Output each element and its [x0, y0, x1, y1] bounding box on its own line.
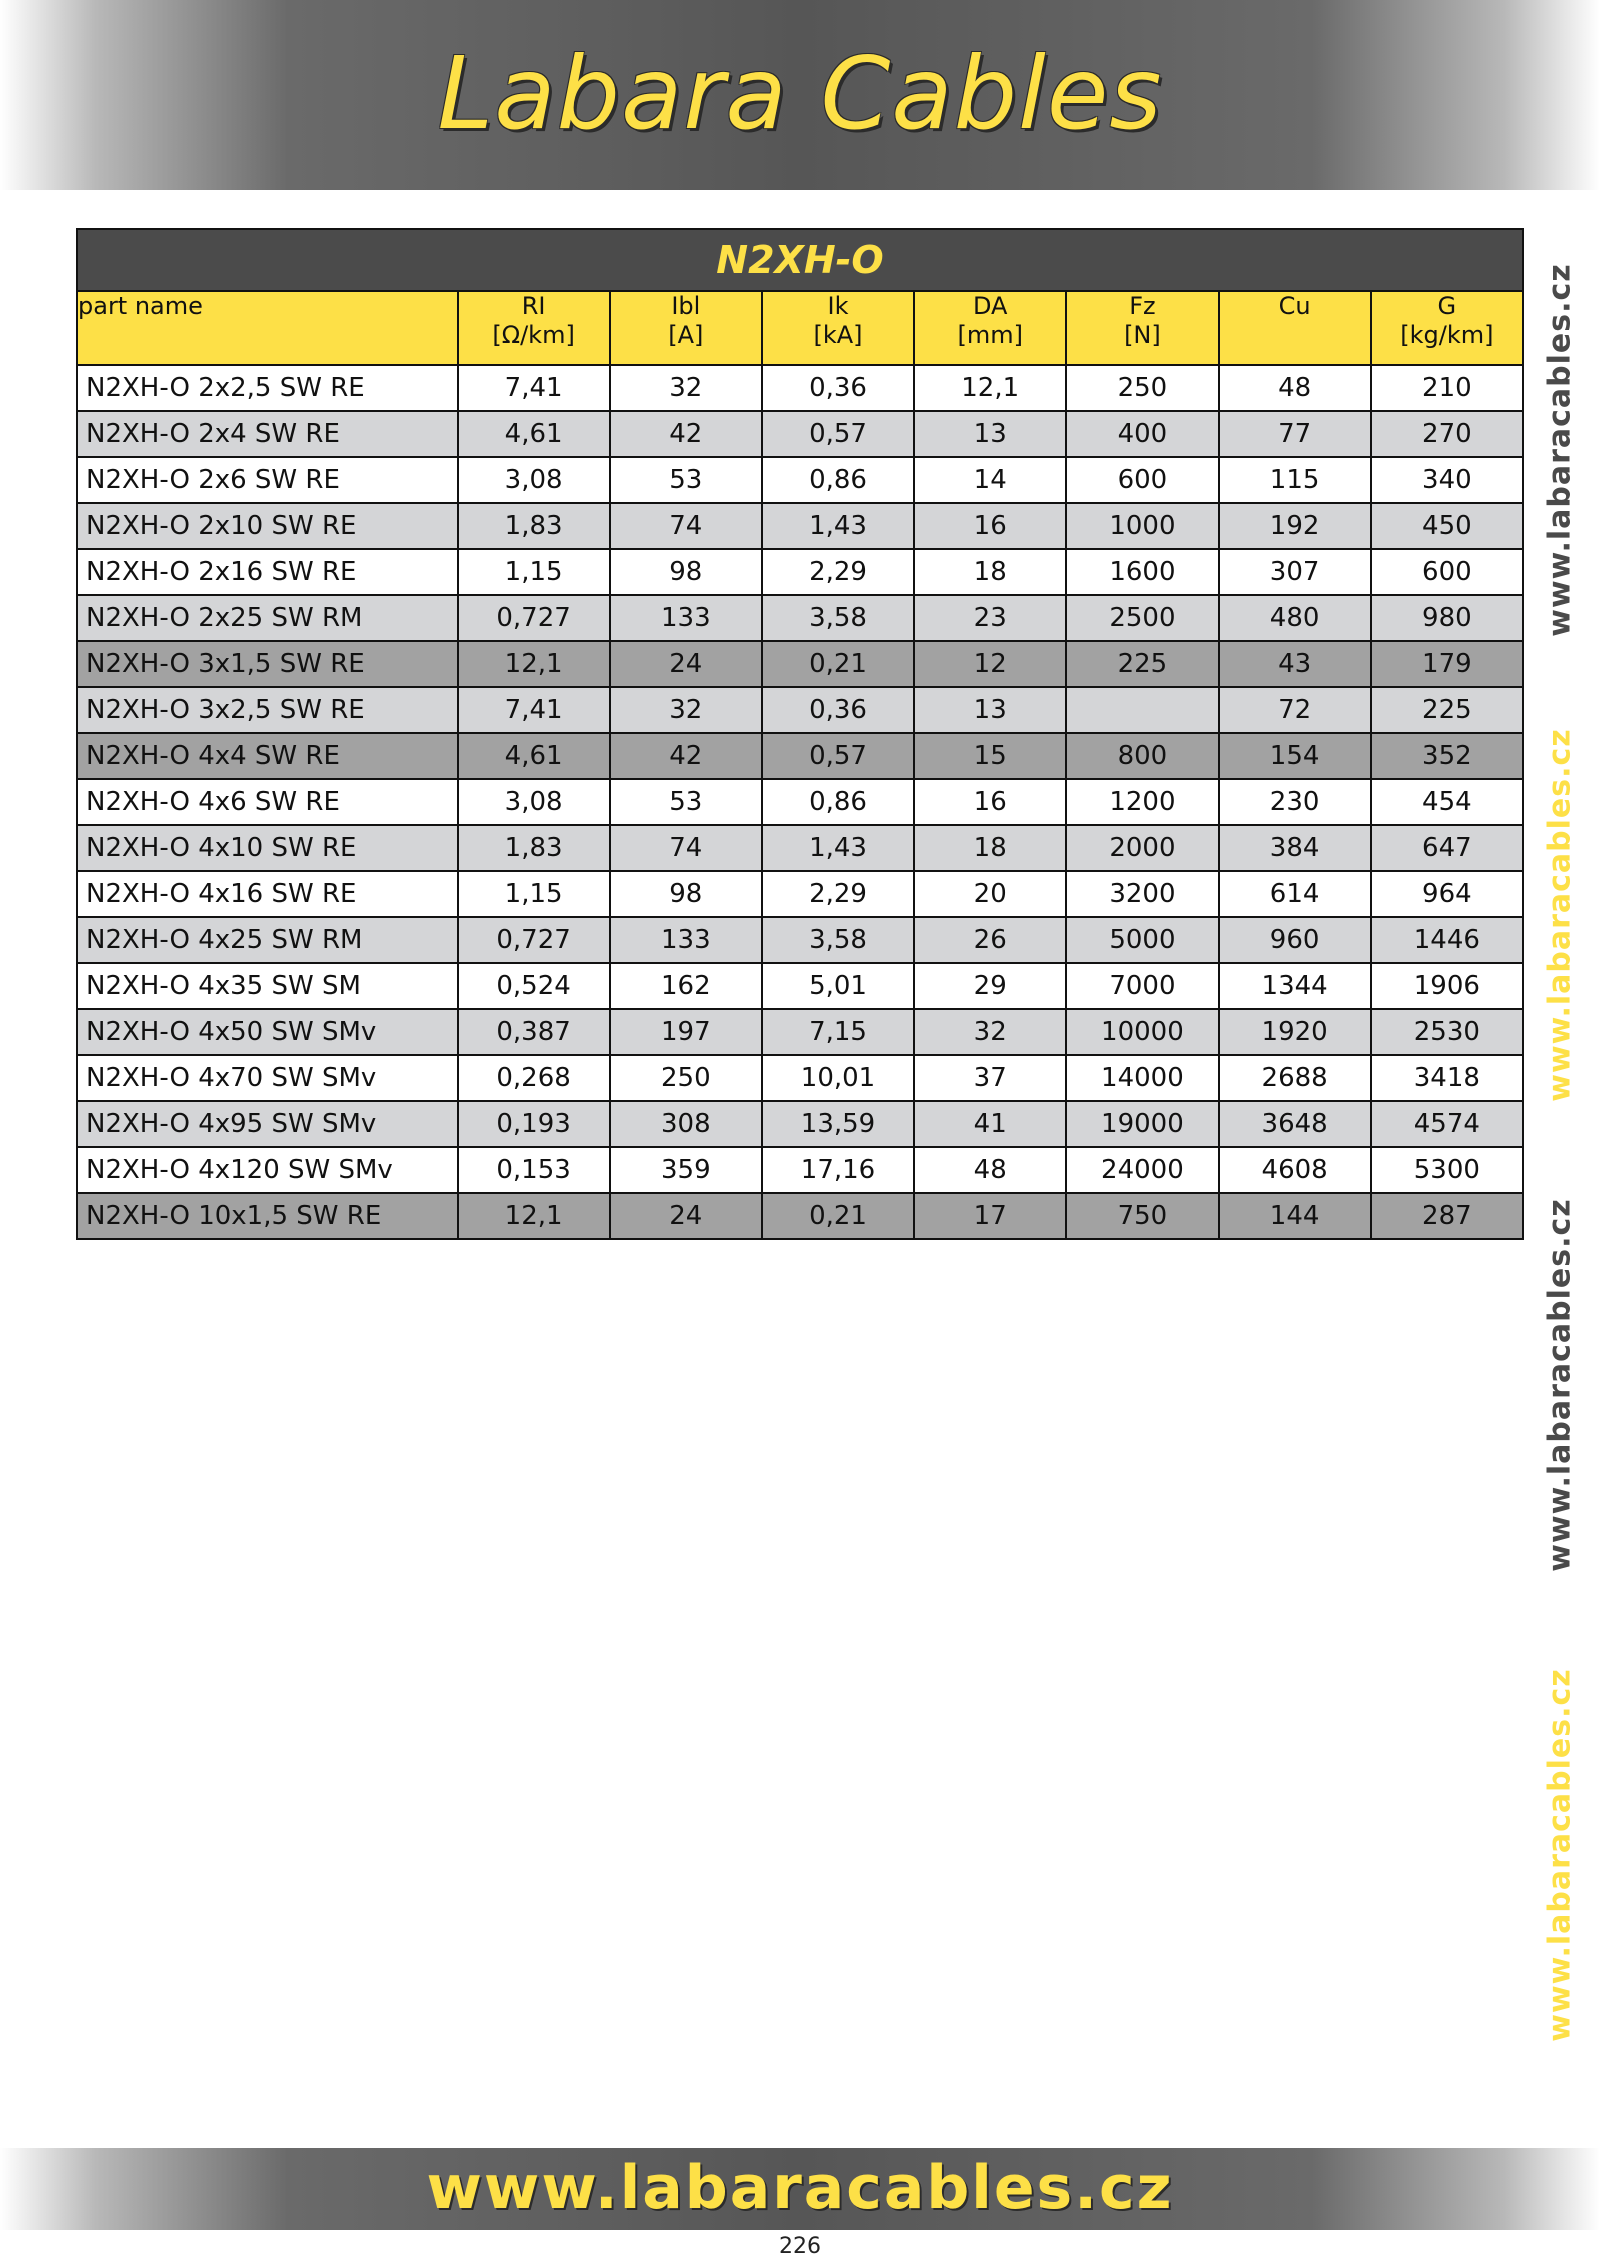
value-cell: 2530: [1371, 1009, 1523, 1055]
value-cell: 225: [1371, 687, 1523, 733]
value-cell: 13,59: [762, 1101, 914, 1147]
value-cell: 48: [914, 1147, 1066, 1193]
value-cell: 16: [914, 503, 1066, 549]
value-cell: 3200: [1066, 871, 1218, 917]
value-cell: 10000: [1066, 1009, 1218, 1055]
value-cell: 0,21: [762, 1193, 914, 1239]
value-cell: 74: [610, 825, 762, 871]
value-cell: 0,57: [762, 411, 914, 457]
value-cell: 115: [1219, 457, 1371, 503]
part-name-cell: N2XH-O 4x10 SW RE: [77, 825, 458, 871]
value-cell: [1066, 687, 1218, 733]
column-header: [458, 291, 610, 365]
value-cell: 800: [1066, 733, 1218, 779]
value-cell: 0,727: [458, 917, 610, 963]
value-cell: 2500: [1066, 595, 1218, 641]
column-header: [914, 291, 1066, 365]
column-header-unit: [N]: [1124, 321, 1161, 349]
value-cell: 42: [610, 733, 762, 779]
value-cell: 13: [914, 411, 1066, 457]
value-cell: 0,524: [458, 963, 610, 1009]
column-header-name: DA: [972, 292, 1008, 320]
column-header-name: RI: [521, 292, 546, 320]
value-cell: 98: [610, 549, 762, 595]
value-cell: 1000: [1066, 503, 1218, 549]
value-cell: 384: [1219, 825, 1371, 871]
value-cell: 210: [1371, 365, 1523, 411]
column-header-unit: [kA]: [813, 321, 863, 349]
column-header: [762, 291, 914, 365]
value-cell: 53: [610, 457, 762, 503]
column-header-row: [77, 291, 1523, 365]
value-cell: 270: [1371, 411, 1523, 457]
value-cell: 1906: [1371, 963, 1523, 1009]
column-header-name: G: [1437, 292, 1457, 320]
value-cell: 1600: [1066, 549, 1218, 595]
page-number: 226: [779, 2234, 821, 2259]
value-cell: 307: [1219, 549, 1371, 595]
spec-table: [76, 228, 1524, 1240]
brand-logo-title: Labara Cables: [437, 35, 1163, 152]
value-cell: 43: [1219, 641, 1371, 687]
value-cell: 53: [610, 779, 762, 825]
value-cell: 77: [1219, 411, 1371, 457]
value-cell: 647: [1371, 825, 1523, 871]
part-name-cell: N2XH-O 2x4 SW RE: [77, 411, 458, 457]
value-cell: 48: [1219, 365, 1371, 411]
value-cell: 72: [1219, 687, 1371, 733]
value-cell: 5300: [1371, 1147, 1523, 1193]
value-cell: 2688: [1219, 1055, 1371, 1101]
value-cell: 0,193: [458, 1101, 610, 1147]
value-cell: 32: [610, 365, 762, 411]
table-row: [77, 1193, 1523, 1239]
value-cell: 37: [914, 1055, 1066, 1101]
value-cell: 10,01: [762, 1055, 914, 1101]
value-cell: 29: [914, 963, 1066, 1009]
table-row: [77, 779, 1523, 825]
value-cell: 98: [610, 871, 762, 917]
value-cell: 964: [1371, 871, 1523, 917]
column-header: [1066, 291, 1218, 365]
value-cell: 225: [1066, 641, 1218, 687]
column-header: [1219, 291, 1371, 365]
value-cell: 308: [610, 1101, 762, 1147]
value-cell: 1,83: [458, 825, 610, 871]
table-body: [77, 365, 1523, 1239]
table-row: [77, 963, 1523, 1009]
value-cell: 32: [610, 687, 762, 733]
value-cell: 1344: [1219, 963, 1371, 1009]
value-cell: 340: [1371, 457, 1523, 503]
value-cell: 1446: [1371, 917, 1523, 963]
value-cell: 12: [914, 641, 1066, 687]
value-cell: 0,86: [762, 457, 914, 503]
value-cell: 133: [610, 917, 762, 963]
value-cell: 3,08: [458, 779, 610, 825]
table-row: [77, 733, 1523, 779]
table-row: [77, 917, 1523, 963]
table-row: [77, 1055, 1523, 1101]
value-cell: 16: [914, 779, 1066, 825]
value-cell: 359: [610, 1147, 762, 1193]
value-cell: 1200: [1066, 779, 1218, 825]
value-cell: 12,1: [914, 365, 1066, 411]
value-cell: 12,1: [458, 1193, 610, 1239]
table-row: [77, 457, 1523, 503]
table-row: [77, 411, 1523, 457]
table-row: [77, 365, 1523, 411]
part-name-cell: N2XH-O 4x6 SW RE: [77, 779, 458, 825]
value-cell: 24: [610, 641, 762, 687]
table-row: [77, 871, 1523, 917]
value-cell: 480: [1219, 595, 1371, 641]
column-header-unit: [Ω/km]: [492, 321, 575, 349]
value-cell: 23: [914, 595, 1066, 641]
value-cell: 7,15: [762, 1009, 914, 1055]
value-cell: 3,58: [762, 595, 914, 641]
part-name-cell: N2XH-O 4x4 SW RE: [77, 733, 458, 779]
value-cell: 0,268: [458, 1055, 610, 1101]
value-cell: 32: [914, 1009, 1066, 1055]
column-header: [77, 291, 458, 365]
value-cell: 3418: [1371, 1055, 1523, 1101]
value-cell: 0,727: [458, 595, 610, 641]
column-header-name: Cu: [1278, 292, 1311, 320]
table-row: [77, 1147, 1523, 1193]
part-name-cell: N2XH-O 2x10 SW RE: [77, 503, 458, 549]
part-name-cell: N2XH-O 4x95 SW SMv: [77, 1101, 458, 1147]
value-cell: 24000: [1066, 1147, 1218, 1193]
value-cell: 7,41: [458, 687, 610, 733]
column-header-unit: [mm]: [957, 321, 1023, 349]
value-cell: 4,61: [458, 733, 610, 779]
value-cell: 1,43: [762, 503, 914, 549]
value-cell: 250: [1066, 365, 1218, 411]
value-cell: 454: [1371, 779, 1523, 825]
column-header-name: Ik: [827, 292, 849, 320]
value-cell: 750: [1066, 1193, 1218, 1239]
table-row: [77, 687, 1523, 733]
value-cell: 0,153: [458, 1147, 610, 1193]
value-cell: 12,1: [458, 641, 610, 687]
column-header-name: Fz: [1129, 292, 1156, 320]
value-cell: 0,36: [762, 365, 914, 411]
column-header-unit: [kg/km]: [1400, 321, 1494, 349]
value-cell: 19000: [1066, 1101, 1218, 1147]
part-name-cell: N2XH-O 2x6 SW RE: [77, 457, 458, 503]
value-cell: 133: [610, 595, 762, 641]
value-cell: 197: [610, 1009, 762, 1055]
value-cell: 15: [914, 733, 1066, 779]
value-cell: 2000: [1066, 825, 1218, 871]
value-cell: 154: [1219, 733, 1371, 779]
value-cell: 17: [914, 1193, 1066, 1239]
value-cell: 0,86: [762, 779, 914, 825]
value-cell: 5000: [1066, 917, 1218, 963]
part-name-cell: N2XH-O 2x25 SW RM: [77, 595, 458, 641]
value-cell: 400: [1066, 411, 1218, 457]
value-cell: 18: [914, 825, 1066, 871]
part-name-cell: N2XH-O 10x1,5 SW RE: [77, 1193, 458, 1239]
value-cell: 1,15: [458, 871, 610, 917]
column-header-name: Ibl: [671, 292, 701, 320]
column-header: [1371, 291, 1523, 365]
part-name-cell: N2XH-O 4x50 SW SMv: [77, 1009, 458, 1055]
value-cell: 614: [1219, 871, 1371, 917]
value-cell: 352: [1371, 733, 1523, 779]
value-cell: 600: [1371, 549, 1523, 595]
value-cell: 0,57: [762, 733, 914, 779]
table-row: [77, 549, 1523, 595]
value-cell: 230: [1219, 779, 1371, 825]
table-row: [77, 1101, 1523, 1147]
part-name-cell: N2XH-O 4x16 SW RE: [77, 871, 458, 917]
column-header-unit: [A]: [668, 321, 704, 349]
value-cell: 980: [1371, 595, 1523, 641]
part-name-cell: N2XH-O 2x2,5 SW RE: [77, 365, 458, 411]
value-cell: 5,01: [762, 963, 914, 1009]
value-cell: 14000: [1066, 1055, 1218, 1101]
part-name-cell: N2XH-O 4x35 SW SM: [77, 963, 458, 1009]
part-name-cell: N2XH-O 3x2,5 SW RE: [77, 687, 458, 733]
value-cell: 144: [1219, 1193, 1371, 1239]
value-cell: 0,36: [762, 687, 914, 733]
value-cell: 14: [914, 457, 1066, 503]
value-cell: 0,387: [458, 1009, 610, 1055]
value-cell: 18: [914, 549, 1066, 595]
value-cell: 4608: [1219, 1147, 1371, 1193]
footer-url: www.labaracables.cz: [426, 2153, 1174, 2223]
value-cell: 450: [1371, 503, 1523, 549]
value-cell: 41: [914, 1101, 1066, 1147]
value-cell: 2,29: [762, 871, 914, 917]
value-cell: 250: [610, 1055, 762, 1101]
part-name-cell: N2XH-O 2x16 SW RE: [77, 549, 458, 595]
table-title: N2XH-O: [77, 229, 1523, 291]
value-cell: 17,16: [762, 1147, 914, 1193]
value-cell: 2,29: [762, 549, 914, 595]
value-cell: 4574: [1371, 1101, 1523, 1147]
value-cell: 3,58: [762, 917, 914, 963]
value-cell: 1,15: [458, 549, 610, 595]
value-cell: 162: [610, 963, 762, 1009]
value-cell: 960: [1219, 917, 1371, 963]
value-cell: 4,61: [458, 411, 610, 457]
table-row: [77, 641, 1523, 687]
table-row: [77, 1009, 1523, 1055]
part-name-cell: N2XH-O 4x120 SW SMv: [77, 1147, 458, 1193]
value-cell: 7000: [1066, 963, 1218, 1009]
value-cell: 0,21: [762, 641, 914, 687]
value-cell: 42: [610, 411, 762, 457]
value-cell: 13: [914, 687, 1066, 733]
value-cell: 179: [1371, 641, 1523, 687]
column-header-name: part name: [78, 292, 203, 320]
value-cell: 20: [914, 871, 1066, 917]
part-name-cell: N2XH-O 4x70 SW SMv: [77, 1055, 458, 1101]
value-cell: 26: [914, 917, 1066, 963]
table-row: [77, 825, 1523, 871]
value-cell: 1,83: [458, 503, 610, 549]
column-header: [610, 291, 762, 365]
value-cell: 74: [610, 503, 762, 549]
value-cell: 192: [1219, 503, 1371, 549]
part-name-cell: N2XH-O 4x25 SW RM: [77, 917, 458, 963]
value-cell: 1,43: [762, 825, 914, 871]
table-row: [77, 503, 1523, 549]
part-name-cell: N2XH-O 3x1,5 SW RE: [77, 641, 458, 687]
value-cell: 3,08: [458, 457, 610, 503]
table-row: [77, 595, 1523, 641]
value-cell: 3648: [1219, 1101, 1371, 1147]
value-cell: 600: [1066, 457, 1218, 503]
value-cell: 1920: [1219, 1009, 1371, 1055]
value-cell: 7,41: [458, 365, 610, 411]
value-cell: 24: [610, 1193, 762, 1239]
value-cell: 287: [1371, 1193, 1523, 1239]
